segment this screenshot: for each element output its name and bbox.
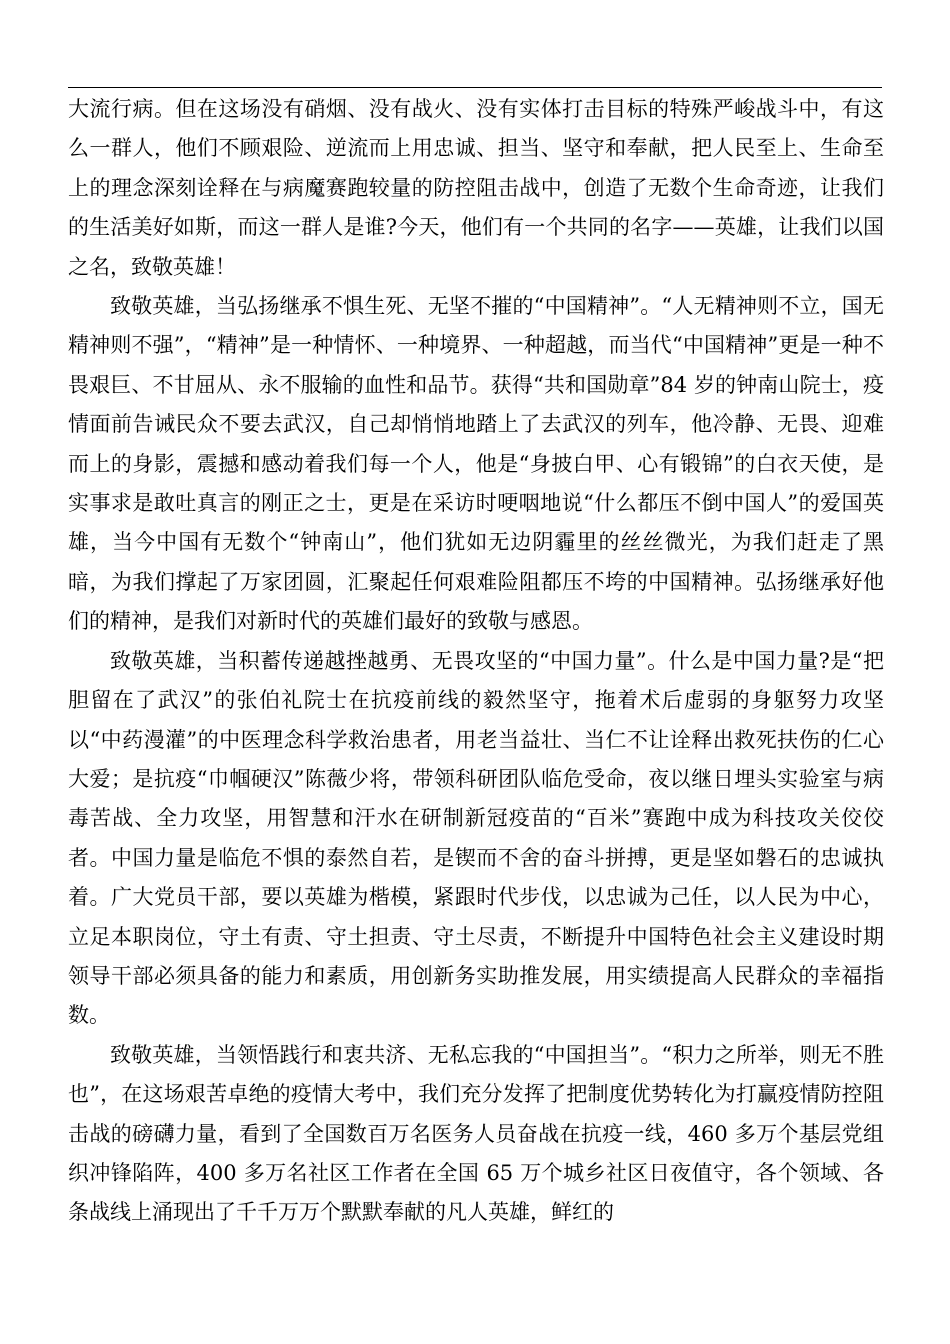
paragraph-chinese-spirit: 致敬英雄，当弘扬继承不惧生死、无坚不摧的“中国精神”。“人无精神则不立，国无精神则不强”，“精神”是一种情怀、一种境界、一种超越，而当代“中国精神”更是一种不畏艰巨、不甘屈从、永不服输的血性和品节。获得“共和国勋章”84 岁的钟南山院士，疫情面前告诫民众不要去武汉，自己却悄悄地踏上了去武汉的列车，他冷静、无畏、迎难而上的身影，震撼和感动着我们每一个人，他是“身披白甲、心有锻锦”的白衣天使，是实事求是敢吐真言的刚正之士，更是在采访时哽咽地说“什么都压不倒中国人”的爱国英雄，当今中国有无数个“钟南山”，他们犹如无边阴霾里的丝丝微光，为我们赶走了黑暗，为我们撑起了万家团圆，汇聚起任何艰难险阻都压不垮的中国精神。弘扬继承好他们的精神，是我们对新时代的英雄们最好的致敬与感恩。 [68, 294, 884, 634]
paragraph-chinese-strength: 致敬英雄，当积蓄传递越挫越勇、无畏攻坚的“中国力量”。什么是中国力量?是“把胆留在了武汉”的张伯礼院士在抗疫前线的毅然坚守，拖着术后虚弱的身躯努力攻坚以“中药漫灌”的中医理念科学救治患者，用老当益壮、当仁不让诠释出救死扶伤的仁心大爱；是抗疫“巾帼硬汉”陈薇少将，带领科研团队临危受命，夜以继日埋头实验室与病毒苦战、全力攻坚，用智慧和汗水在研制新冠疫苗的“百米”赛跑中成为科技攻关佼佼者。中国力量是临危不惧的泰然自若，是锲而不舍的奋斗拼搏，更是坚如磐石的忠诚执着。广大党员干部，要以英雄为楷模，紧跟时代步伐，以忠诚为己任，以人民为中心，立足本职岗位，守土有责、守土担责、守土尽责，不断提升中国特色社会主义建设时期领导干部必须具备的能力和素质，用创新务实助推发展，用实绩提高人民群众的幸福指数。 [68, 648, 884, 1028]
document-body [68, 90, 884, 1233]
paragraph-chinese-responsibility: 致敬英雄，当领悟践行和衷共济、无私忘我的“中国担当”。“积力之所举，则无不胜也”，在这场艰苦卓绝的疫情大考中，我们充分发挥了把制度优势转化为打赢疫情防控阻击战的磅礴力量，看到了全国数百万名医务人员奋战在抗疫一线，460 多万个基层党组织冲锋陷阵，400 多万名社区工作者在全国 65 万个城乡社区日夜值守，各个领域、各条战线上涌现出了千千万万个默默奉献的凡人英雄，鲜红的 [68, 1042, 884, 1225]
header-rule [68, 87, 882, 88]
paragraph-continuation: 大流行病。但在这场没有硝烟、没有战火、没有实体打击目标的特殊严峻战斗中，有这么一群人，他们不顾艰险、逆流而上用忠诚、担当、坚守和奉献，把人民至上、生命至上的理念深刻诠释在与病魔赛跑较量的防控阻击战中，创造了无数个生命奇迹，让我们的生活美好如斯，而这一群人是谁?今天，他们有一个共同的名字——英雄，让我们以国之名，致敬英雄！ [68, 97, 884, 279]
